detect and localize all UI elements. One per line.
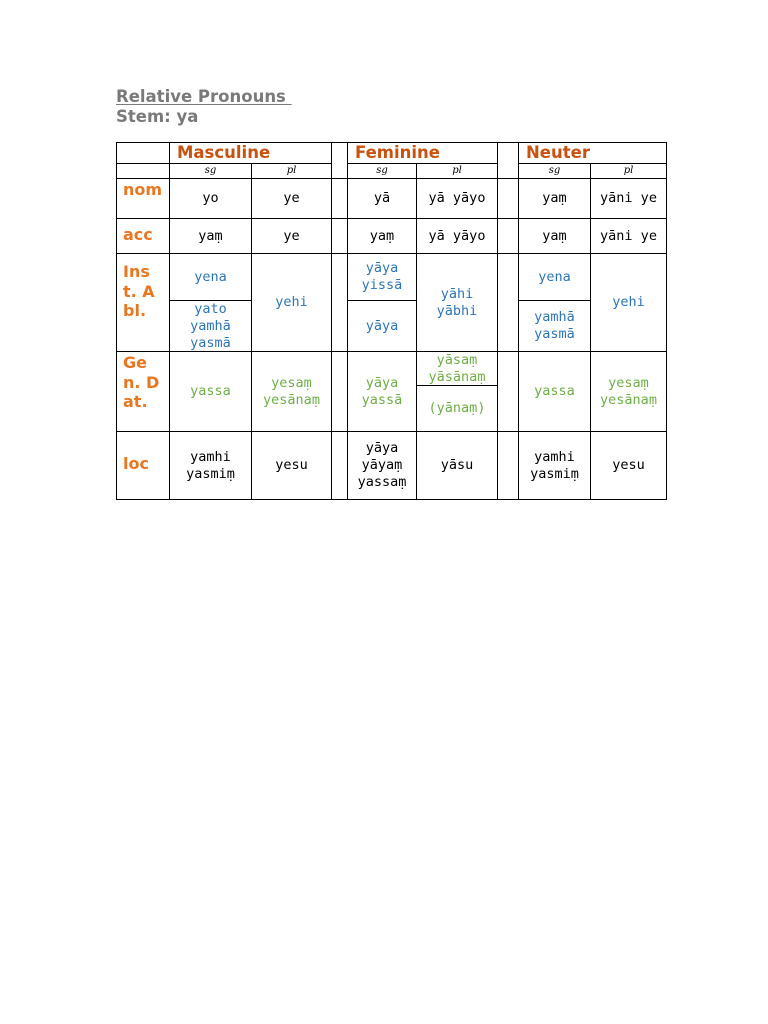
fem-nom-pl: yā yāyo — [428, 190, 486, 206]
subheader-neuter-sg: sg — [548, 165, 561, 176]
fem-abl-sg: yāya — [365, 317, 399, 334]
header-masculine: Masculine — [177, 143, 271, 162]
case-loc: loc — [123, 454, 149, 473]
masc-loc-pl: yesu — [275, 457, 308, 473]
masc-inst-abl-pl: yehi — [275, 294, 308, 310]
fem-loc-sg: yāya yāyaṃ yassaṃ — [357, 440, 407, 490]
fem-acc-pl: yā yāyo — [428, 227, 486, 244]
fem-nom-sg: yā — [373, 190, 391, 206]
case-acc: acc — [123, 225, 153, 244]
masc-gen-dat-sg: yassa — [190, 383, 231, 399]
case-gen-dat: Gen. Dat. — [123, 353, 160, 411]
masc-nom-sg: yo — [202, 190, 219, 206]
neut-nom-pl: yāni ye — [600, 190, 657, 206]
subheader-feminine-pl: pl — [452, 165, 462, 176]
fem-gen-dat-sg: yāya yassā — [361, 374, 403, 408]
subheader-neuter-pl: pl — [623, 165, 634, 176]
masc-nom-pl: ye — [283, 190, 300, 206]
case-nom: nom — [123, 180, 163, 199]
masc-loc-sg: yamhi yasmiṃ — [186, 448, 235, 482]
page-title: Relative Pronouns — [116, 87, 292, 106]
fem-dat-pl: (yānaṃ) — [428, 400, 486, 416]
masc-abl-sg: yato yamhā yasmā — [190, 300, 231, 351]
stem-label: Stem: ya — [116, 107, 199, 126]
fem-acc-sg: yaṃ — [369, 227, 395, 244]
masc-acc-pl: ye — [283, 227, 300, 244]
header-neuter: Neuter — [526, 143, 590, 162]
neut-acc-sg: yaṃ — [542, 227, 567, 244]
neut-nom-sg: yaṃ — [542, 190, 567, 206]
fem-loc-pl: yāsu — [440, 457, 474, 473]
neut-gen-dat-pl: yesaṃ yesānaṃ — [600, 374, 657, 408]
case-inst-abl: Inst. Abl. — [123, 262, 155, 320]
neut-inst-abl-pl: yehi — [612, 294, 645, 310]
header-feminine: Feminine — [355, 143, 440, 162]
neut-loc-pl: yesu — [612, 457, 645, 473]
fem-inst-sg: yāya yissā — [361, 260, 403, 293]
neut-inst-sg: yena — [538, 268, 571, 285]
neut-loc-sg: yamhi yasmiṃ — [530, 448, 579, 482]
subheader-feminine-sg: sg — [376, 165, 388, 176]
masc-gen-dat-pl: yesaṃ yesānaṃ — [263, 374, 320, 408]
neut-abl-sg: yamhā yasmā — [534, 309, 575, 342]
masc-acc-sg: yaṃ — [198, 227, 223, 244]
declension-table — [116, 142, 667, 500]
neut-gen-dat-sg: yassa — [534, 383, 575, 399]
neut-acc-pl: yāni ye — [600, 227, 657, 244]
masc-inst-sg: yena — [194, 268, 227, 285]
subheader-masculine-sg: sg — [204, 165, 217, 176]
fem-inst-abl-pl: yāhi yābhi — [436, 285, 478, 319]
fem-gen-pl: yāsaṃ yāsānaṃ — [428, 351, 486, 385]
subheader-masculine-pl: pl — [286, 165, 297, 176]
